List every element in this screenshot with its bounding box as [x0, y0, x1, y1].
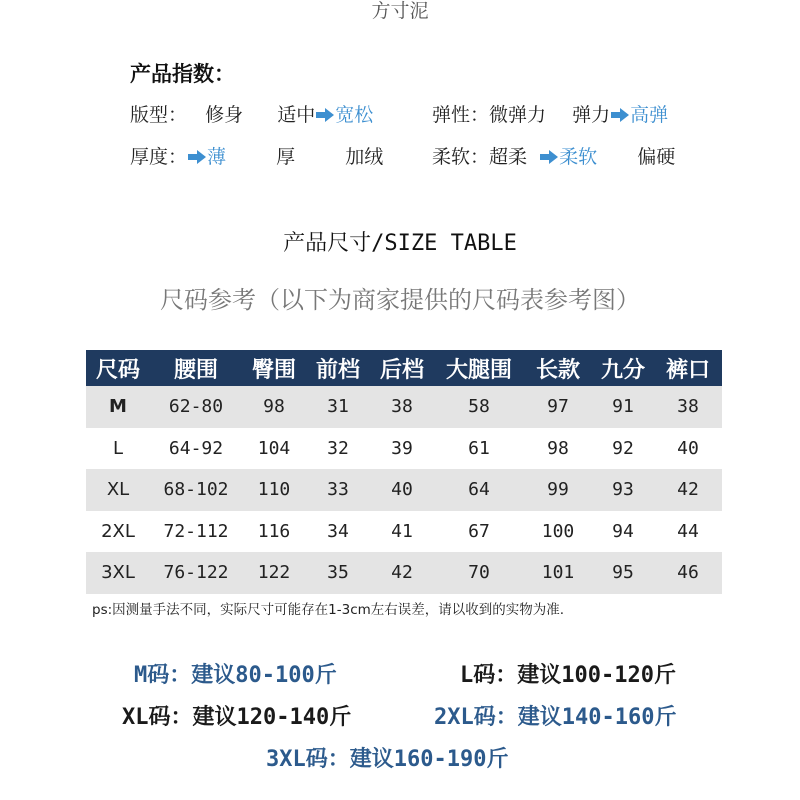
table-cell: 68-102 — [150, 469, 242, 511]
table-cell: 3XL — [86, 552, 150, 594]
table-cell: 76-122 — [150, 552, 242, 594]
table-cell: 98 — [242, 386, 306, 428]
table-header-row — [86, 350, 722, 386]
table-cell: 42 — [370, 552, 434, 594]
table-cell: 98 — [547, 437, 569, 459]
table-cell: 42 — [654, 469, 722, 511]
table-cell: 72-112 — [163, 520, 229, 542]
table-cell: 97 — [524, 386, 592, 428]
table-cell: 92 — [612, 437, 634, 459]
table-row — [86, 469, 722, 511]
brand-caption: 方寸泥 — [371, 0, 429, 22]
table-header-cell: 裤口 — [654, 350, 722, 386]
table-cell: 31 — [306, 386, 370, 428]
table-cell: 2XL — [101, 520, 135, 542]
table-cell: 110 — [242, 469, 306, 511]
arrow-right-icon — [316, 108, 334, 122]
table-header-cell: 九分 — [592, 350, 654, 386]
table-cell: 95 — [592, 552, 654, 594]
softness-option-ultra: 超柔 — [489, 146, 528, 168]
thickness-option-fleece: 加绒 — [345, 146, 384, 168]
table-cell: 116 — [257, 520, 291, 542]
thickness-label: 厚度： — [130, 146, 188, 168]
table-cell: 61 — [468, 437, 490, 459]
table-row — [86, 511, 722, 553]
table-row — [86, 386, 722, 428]
index-thickness-row — [130, 142, 383, 169]
index-fit-row — [130, 100, 373, 127]
fit-option-selected: 宽松 — [335, 104, 374, 126]
product-index-title: 产品指数： — [130, 62, 235, 86]
table-cell: 38 — [370, 386, 434, 428]
table-cell: 67 — [468, 520, 490, 542]
table-cell: 40 — [370, 469, 434, 511]
table-cell: 62-80 — [150, 386, 242, 428]
table-header-cell: 大腿围 — [434, 350, 524, 386]
table-cell: 40 — [677, 437, 699, 459]
table-cell: 101 — [524, 552, 592, 594]
table-row — [86, 428, 722, 470]
table-cell: 46 — [654, 552, 722, 594]
recommendation-m: M码：建议80-100斤 — [134, 663, 337, 688]
table-cell: 100 — [541, 520, 575, 542]
table-cell: 91 — [592, 386, 654, 428]
elasticity-label: 弹性： — [432, 104, 490, 126]
size-table — [86, 350, 722, 594]
elasticity-option-micro: 微弹力 — [489, 104, 547, 126]
table-header-cell: 尺码 — [86, 350, 150, 386]
table-cell: 39 — [391, 437, 413, 459]
table-cell: 38 — [654, 386, 722, 428]
table-cell: 93 — [592, 469, 654, 511]
thickness-option-selected: 薄 — [207, 146, 227, 168]
table-cell: 35 — [306, 552, 370, 594]
softness-option-firm: 偏硬 — [637, 146, 676, 168]
table-cell: M — [86, 386, 150, 428]
table-cell: 64 — [434, 469, 524, 511]
table-cell: 44 — [677, 520, 699, 542]
table-header-cell: 前档 — [306, 350, 370, 386]
table-header-cell: 腰围 — [150, 350, 242, 386]
recommendation-3xl: 3XL码：建议160-190斤 — [266, 747, 509, 772]
index-softness-row — [432, 142, 675, 169]
recommendation-l: L码：建议100-120斤 — [460, 663, 676, 688]
thickness-option-thick: 厚 — [276, 146, 296, 168]
table-cell: 41 — [391, 520, 413, 542]
table-header-cell: 长款 — [524, 350, 592, 386]
recommendation-2xl: 2XL码：建议140-160斤 — [434, 705, 677, 730]
size-reference-subtitle: 尺码参考（以下为商家提供的尺码表参考图） — [160, 286, 640, 314]
table-cell: 70 — [434, 552, 524, 594]
table-cell: 33 — [306, 469, 370, 511]
table-cell: L — [112, 437, 124, 459]
table-header-cell: 后档 — [370, 350, 434, 386]
table-cell: 32 — [327, 437, 349, 459]
index-elasticity-row — [432, 100, 668, 127]
table-cell: 99 — [524, 469, 592, 511]
table-cell: 64-92 — [168, 437, 224, 459]
table-cell: 122 — [242, 552, 306, 594]
table-cell: 94 — [612, 520, 634, 542]
fit-label: 版型： — [130, 104, 188, 126]
arrow-right-icon — [188, 150, 206, 164]
table-header-cell: 臀围 — [242, 350, 306, 386]
elasticity-option-stretch: 弹力 — [572, 104, 611, 126]
arrow-right-icon — [540, 150, 558, 164]
fit-option-regular: 适中 — [277, 104, 316, 126]
table-cell: 58 — [434, 386, 524, 428]
elasticity-option-selected: 高弹 — [630, 104, 669, 126]
table-cell: 104 — [257, 437, 291, 459]
size-table-title: 产品尺寸/SIZE TABLE — [283, 231, 517, 256]
softness-label: 柔软： — [432, 146, 490, 168]
table-cell: XL — [86, 469, 150, 511]
recommendation-xl: XL码：建议120-140斤 — [122, 705, 352, 730]
fit-option-slim: 修身 — [205, 104, 244, 126]
arrow-right-icon — [611, 108, 629, 122]
softness-option-selected: 柔软 — [559, 146, 598, 168]
measurement-note: ps:因测量手法不同，实际尺寸可能存在1-3cm左右误差，请以收到的实物为准. — [92, 602, 565, 618]
table-cell: 34 — [327, 520, 349, 542]
table-row — [86, 552, 722, 594]
